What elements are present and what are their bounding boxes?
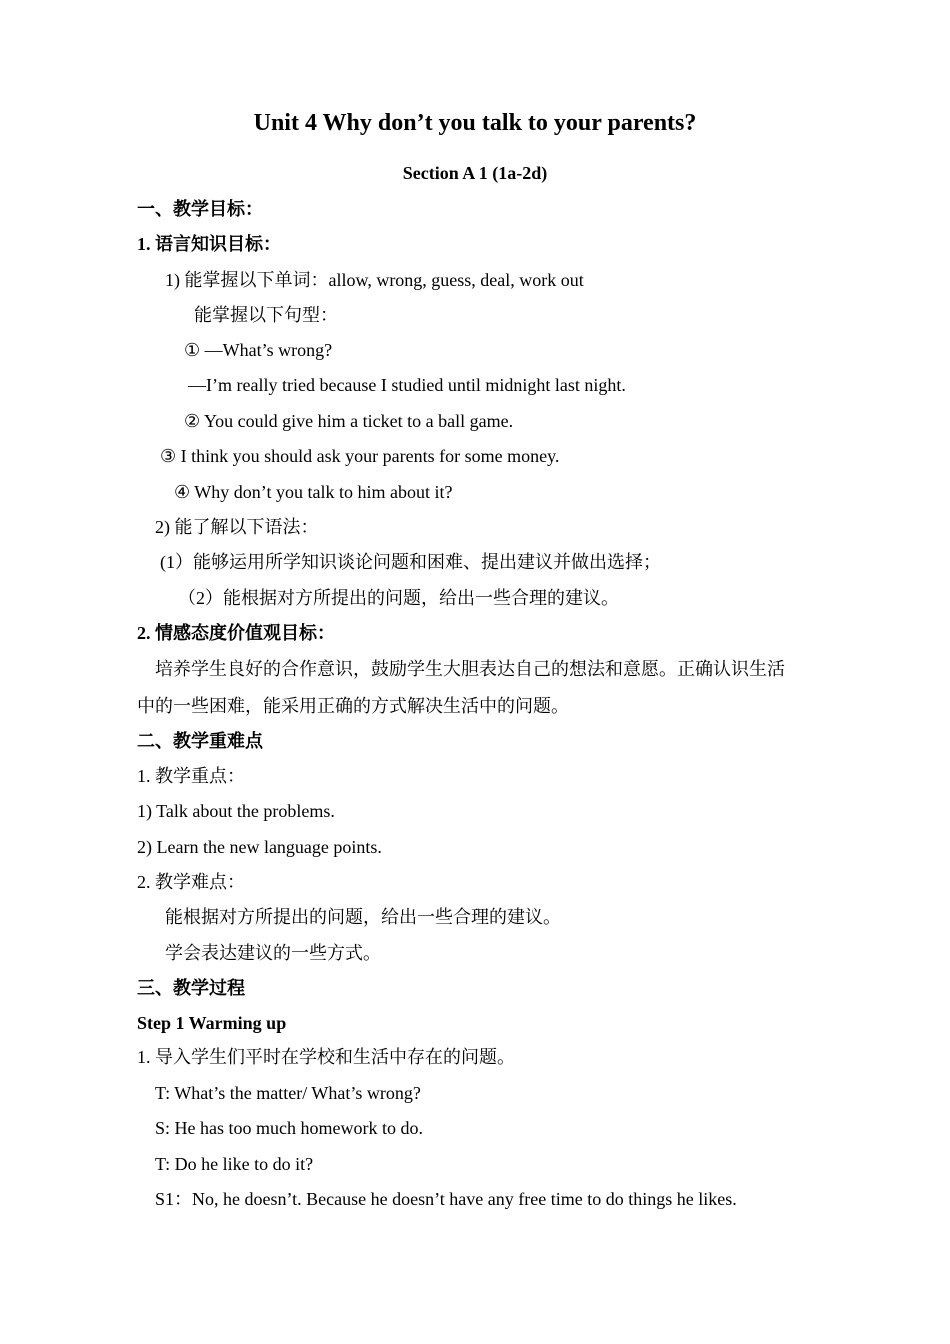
- step-1-intro: 1. 导入学生们平时在学校和生活中存在的问题。: [137, 1047, 515, 1067]
- vocabulary-line: 1) 能掌握以下单词：allow, wrong, guess, deal, work out: [165, 270, 584, 290]
- attitude-paragraph-line-1: 培养学生良好的合作意识，鼓励学生大胆表达自己的想法和意愿。正确认识生活: [155, 659, 785, 679]
- heading-text: 一、教学目标：: [137, 199, 263, 219]
- section-subtitle: Section A 1 (1a-2d): [402, 163, 548, 183]
- dialogue-line-1: T: What’s the matter/ What’s wrong?: [155, 1083, 421, 1103]
- difficult-points-label: 2. 教学难点：: [137, 872, 245, 892]
- heading-teaching-process: 三、教学过程: [137, 978, 245, 998]
- dialogue-line-2: S: He has too much homework to do.: [155, 1118, 423, 1138]
- key-point-1: 1) Talk about the problems.: [137, 801, 335, 821]
- subheading-language-knowledge: 1. 语言知识目标：: [137, 234, 281, 254]
- pattern-1-question: ① —What’s wrong?: [184, 340, 333, 360]
- attitude-paragraph-line-2: 中的一些困难，能采用正确的方式解决生活中的问题。: [137, 696, 569, 716]
- pattern-3: ③ I think you should ask your parents for some money.: [160, 446, 560, 466]
- document-title: Unit 4 Why don’t you talk to your parents?: [253, 110, 697, 136]
- sentence-patterns-label: 能掌握以下句型：: [194, 305, 338, 325]
- difficult-point-1: 能根据对方所提出的问题，给出一些合理的建议。: [165, 907, 561, 927]
- pattern-2: ② You could give him a ticket to a ball game.: [184, 411, 514, 431]
- step-1-heading: Step 1 Warming up: [137, 1013, 287, 1033]
- dialogue-line-4: S1：No, he doesn’t. Because he doesn’t have any free time to do things he likes.: [155, 1189, 737, 1209]
- grammar-item-1: (1）能够运用所学知识谈论问题和困难、提出建议并做出选择；: [160, 552, 661, 572]
- grammar-item-2: （2）能根据对方所提出的问题，给出一些合理的建议。: [178, 588, 619, 608]
- difficult-point-2: 学会表达建议的一些方式。: [165, 943, 381, 963]
- heading-teaching-objectives: [137, 197, 263, 221]
- subheading-attitude-values: 2. 情感态度价值观目标：: [137, 623, 335, 643]
- key-points-label: 1. 教学重点：: [137, 766, 245, 786]
- grammar-label: 2) 能了解以下语法：: [155, 517, 319, 537]
- pattern-1-answer: —I’m really tried because I studied until midnight last night.: [188, 375, 626, 395]
- dialogue-line-3: T: Do he like to do it?: [155, 1154, 314, 1174]
- heading-key-difficult-points: 二、教学重难点: [137, 731, 263, 751]
- key-point-2: 2) Learn the new language points.: [137, 837, 382, 857]
- pattern-4: ④ Why don’t you talk to him about it?: [174, 482, 453, 502]
